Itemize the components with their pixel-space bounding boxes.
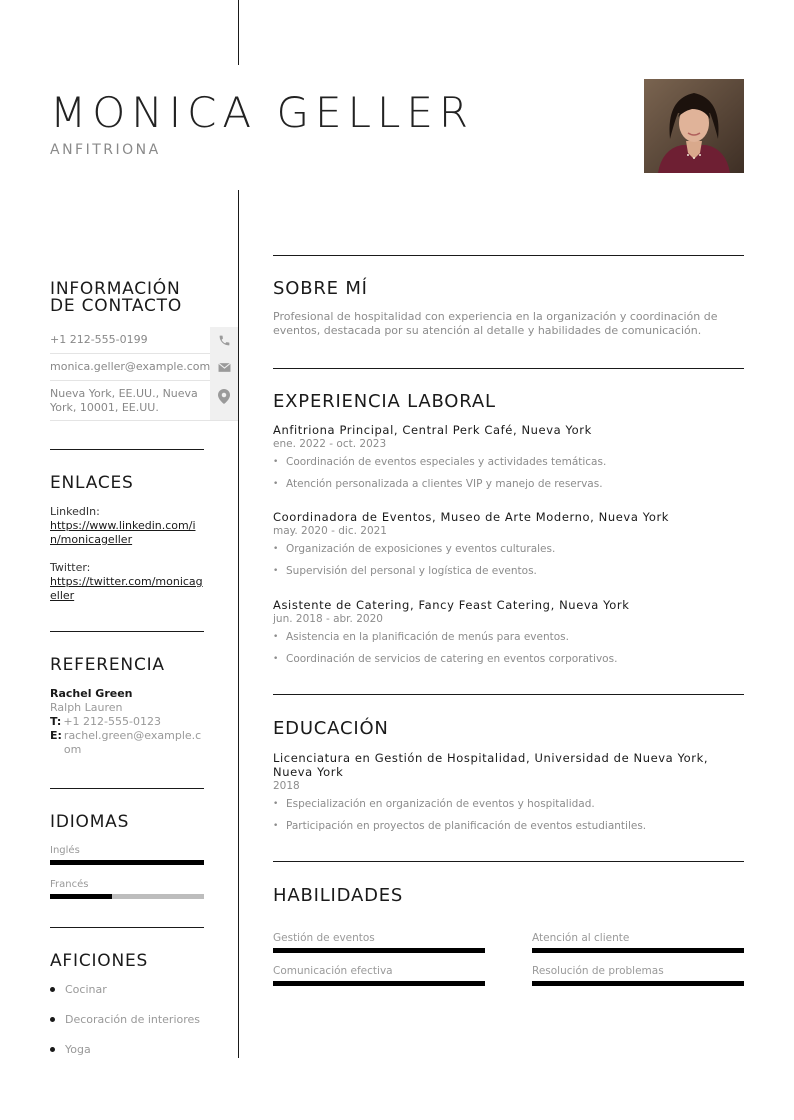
hobby-item: Decoración de interiores [50, 1013, 200, 1026]
twitter-link[interactable]: https://twitter.com/monicageller [50, 575, 203, 602]
language-level-fill [50, 860, 204, 865]
job-date: jun. 2018 - abr. 2020 [273, 613, 383, 625]
job-date: may. 2020 - dic. 2021 [273, 525, 387, 537]
skill-level-bar [532, 948, 744, 953]
profile-photo [644, 79, 744, 173]
reference-heading: REFERENCIA [50, 655, 165, 675]
linkedin-link[interactable]: https://www.linkedin.com/in/monicageller [50, 519, 196, 546]
language-name: Francés [50, 879, 89, 890]
job-title: Anfitriona Principal, Central Perk Café, Nueva York [273, 423, 592, 437]
map-pin-icon [210, 381, 238, 411]
skill-level-bar [532, 981, 744, 986]
language-level-bar [50, 860, 204, 865]
experience-heading: EXPERIENCIA LABORAL [273, 391, 496, 412]
contact-email: monica.geller@example.com [50, 360, 211, 373]
reference-company: Ralph Lauren [50, 701, 123, 714]
education-entry [273, 751, 744, 841]
contact-phone: +1 212-555-0199 [50, 333, 148, 346]
job-entry [273, 423, 744, 499]
section-divider [50, 449, 204, 450]
link-item-linkedin [50, 505, 204, 547]
job-entry [273, 598, 744, 674]
language-level-bar [50, 894, 204, 899]
degree-title: Licenciatura en Gestión de Hospitalidad, Universidad de Nueva York, Nueva York [273, 751, 709, 779]
skill-item [532, 932, 744, 953]
skill-name: Comunicación efectiva [273, 965, 393, 977]
skill-item [273, 932, 485, 953]
link-item-twitter [50, 561, 204, 603]
header-divider-line [238, 0, 239, 65]
section-divider [273, 255, 744, 256]
education-bullet: • Especialización en organización de eventos y hospitalidad. [273, 797, 744, 811]
education-bullet: • Participación en proyectos de planificación de eventos estudiantiles. [273, 819, 744, 833]
job-entry [273, 510, 744, 586]
skill-level-bar [273, 981, 485, 986]
candidate-title: ANFITRIONA [50, 142, 161, 158]
skill-name: Resolución de problemas [532, 965, 664, 977]
job-bullet: • Coordinación de eventos especiales y actividades temáticas. [273, 455, 744, 469]
job-date: ene. 2022 - oct. 2023 [273, 438, 387, 450]
about-heading: SOBRE MÍ [273, 278, 368, 299]
languages-heading: IDIOMAS [50, 812, 130, 832]
link-label: LinkedIn: [50, 505, 100, 518]
education-heading: EDUCACIÓN [273, 718, 389, 739]
degree-year: 2018 [273, 780, 300, 792]
section-divider [50, 631, 204, 632]
hobby-item: Yoga [50, 1043, 91, 1056]
job-bullet: • Atención personalizada a clientes VIP y manejo de reservas. [273, 477, 744, 491]
reference-email: E: rachel.green@example.com [50, 729, 202, 756]
skill-name: Gestión de eventos [273, 932, 375, 944]
skills-heading: HABILIDADES [273, 885, 404, 906]
language-level-fill [50, 894, 112, 899]
contact-address: Nueva York, EE.UU., Nueva York, 10001, EE.UU. [50, 387, 198, 414]
job-title: Coordinadora de Eventos, Museo de Arte Moderno, Nueva York [273, 510, 670, 524]
candidate-name: MONICA GELLER [50, 88, 475, 137]
phone-icon [210, 327, 238, 354]
language-name: Inglés [50, 845, 80, 856]
hobbies-heading: AFICIONES [50, 951, 149, 971]
section-divider [273, 368, 744, 369]
job-bullet: • Organización de exposiciones y eventos culturales. [273, 542, 744, 556]
skill-level-bar [273, 948, 485, 953]
skill-item [532, 965, 744, 986]
job-title: Asistente de Catering, Fancy Feast Catering, Nueva York [273, 598, 630, 612]
job-bullet: • Coordinación de servicios de catering en eventos corporativos. [273, 652, 744, 666]
link-label: Twitter: [50, 561, 91, 574]
reference-name: Rachel Green [50, 687, 133, 700]
skill-name: Atención al cliente [532, 932, 630, 944]
column-divider-line [238, 190, 239, 1058]
skill-item [273, 965, 485, 986]
section-divider [273, 861, 744, 862]
reference-phone: T: +1 212-555-0123 [50, 715, 161, 728]
reference-block [50, 687, 204, 757]
section-divider [50, 927, 204, 928]
contact-heading: INFORMACIÓN DE CONTACTO [50, 279, 183, 316]
job-bullet: • Asistencia en la planificación de menús para eventos. [273, 630, 744, 644]
contact-divider [50, 420, 238, 421]
envelope-icon [210, 354, 238, 381]
job-bullet: • Supervisión del personal y logística de eventos. [273, 564, 744, 578]
section-divider [50, 788, 204, 789]
links-heading: ENLACES [50, 473, 134, 493]
contact-icon-strip [210, 327, 238, 420]
section-divider [273, 694, 744, 695]
about-text: Profesional de hospitalidad con experiencia en la organización y coordinación de eventos, destacada por su atención al detalle y habilidades de comunicación. [273, 310, 718, 337]
hobby-item: Cocinar [50, 983, 107, 996]
